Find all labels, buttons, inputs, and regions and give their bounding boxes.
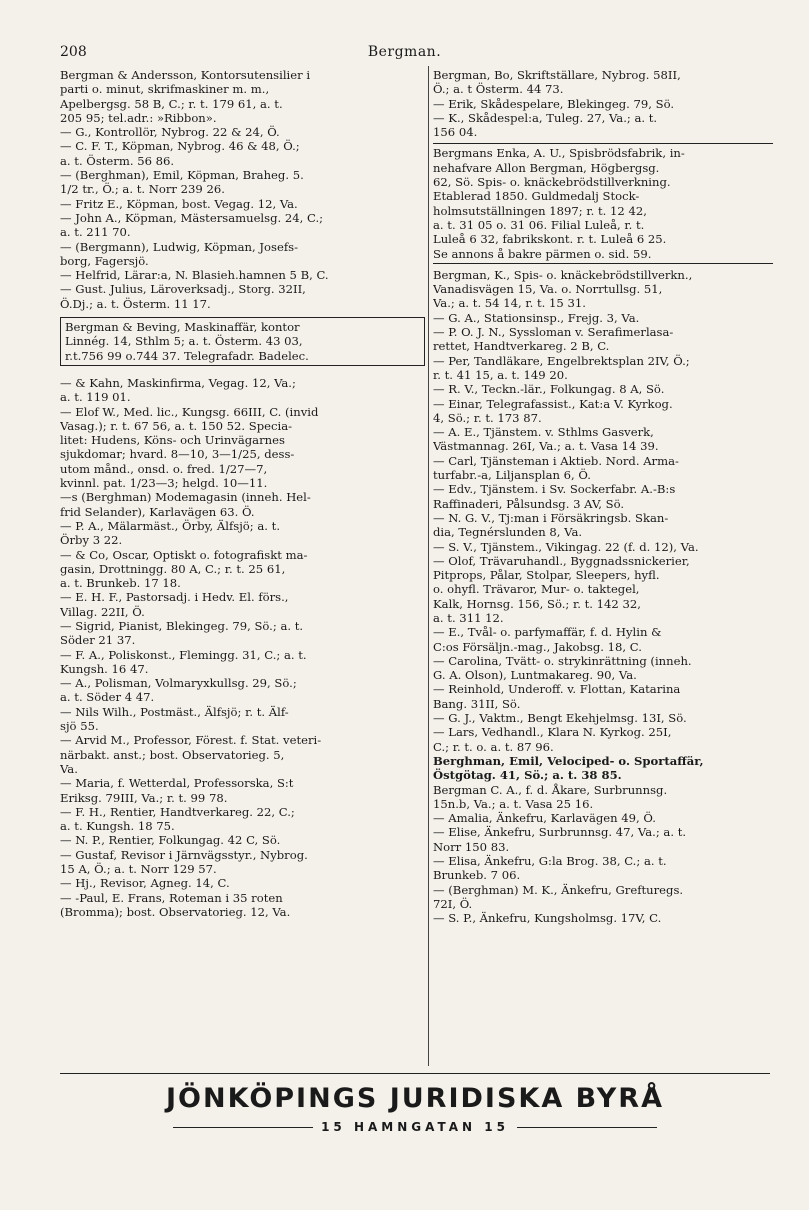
directory-entry-line: — Arvid M., Professor, Förest. f. Stat. veteri- <box>60 733 322 748</box>
directory-entry-line: Vasag.); r. t. 67 56, a. t. 150 52. Specia- <box>60 418 293 433</box>
right-entries-group-1 <box>433 68 773 139</box>
directory-entry-line: Ö.Dj.; a. t. Österm. 11 17. <box>60 296 211 311</box>
right-entries-group-2 <box>433 268 773 754</box>
directory-entry-line: — Einar, Telegrafassist., Kat:a V. Kyrkog. <box>433 396 673 411</box>
directory-entry-line: — Elof W., Med. lic., Kungsg. 66III, C. (invid <box>60 404 319 419</box>
directory-entry-line: o. ohyfl. Trävaror, Mur- o. taktegel, <box>433 582 640 597</box>
directory-entry-line: — -Paul, E. Frans, Roteman i 35 roten <box>60 890 283 905</box>
directory-entry-line: — John A., Köpman, Mästersamuelsg. 24, C.; <box>60 210 324 225</box>
directory-entry-line: — K., Skådespel:a, Tuleg. 27, Va.; a. t. <box>433 110 658 125</box>
directory-entry-line: rettet, Handtverkareg. 2 B, C. <box>433 339 610 354</box>
directory-entry-line: — Gust. Julius, Läroverksadj., Storg. 32II, <box>60 282 306 297</box>
directory-entry-line: Söder 21 37. <box>60 633 136 648</box>
directory-entry-line: Bergman, Bo, Skriftställare, Nybrog. 58II, <box>433 68 681 82</box>
directory-entry-line: a. t. 119 01. <box>60 390 131 405</box>
directory-entry-line: — G. J., Vaktm., Bengt Ekehjelmsg. 13I, Sö. <box>433 711 687 726</box>
directory-entry-line: Pitprops, Pålar, Stolpar, Sleepers, hyfl. <box>433 568 660 583</box>
directory-entry-line: a. t. Brunkeb. 17 18. <box>60 576 181 591</box>
advert-line: nehafvare Allon Bergman, Högbergsg. <box>433 160 660 175</box>
directory-entry-line: Norr 150 83. <box>433 839 510 854</box>
footer-title: JÖNKÖPINGS JURIDISKA BYRÅ <box>166 1083 664 1114</box>
directory-entry-line: kvinnl. pat. 1/23—3; helgd. 10—11. <box>60 476 268 491</box>
directory-entry-line: — Carl, Tjänsteman i Aktieb. Nord. Arma- <box>433 453 679 468</box>
directory-entry-line: r. t. 41 15, a. t. 149 20. <box>433 367 568 382</box>
directory-entry-line: — C. F. T., Köpman, Nybrog. 46 & 48, Ö.; <box>60 139 300 154</box>
directory-entry-line: dia, Tegnérslunden 8, Va. <box>433 525 583 540</box>
directory-entry-line: Kungsh. 16 47. <box>60 661 149 676</box>
directory-entry-line: — A., Polisman, Volmaryxkullsg. 29, Sö.; <box>60 676 297 691</box>
advert-line: Bergman & Beving, Maskinaffär, kontor <box>65 320 300 335</box>
page-header <box>60 44 749 64</box>
directory-entry-line: — Erik, Skådespelare, Blekingeg. 79, Sö. <box>433 96 675 111</box>
directory-entry-line: C.; r. t. o. a. t. 87 96. <box>433 739 554 754</box>
advert-line: Luleå 6 32, fabrikskont. r. t. Luleå 6 25. <box>433 232 667 247</box>
directory-entry-line: — Olof, Trävaruhandl., Byggnadssnickerier, <box>433 553 690 568</box>
directory-entry-line: — (Berghman) M. K., Änkefru, Grefturegs. <box>433 882 684 897</box>
right-bold-entry <box>433 754 773 783</box>
directory-entry-line: — & Co, Oscar, Optiskt o. fotografiskt ma- <box>60 547 308 562</box>
directory-entry-line: — Sigrid, Pianist, Blekingeg. 79, Sö.; a. t. <box>60 618 304 633</box>
advert-line: r.t.756 99 o.744 37. Telegrafadr. Badelec. <box>65 348 309 363</box>
directory-entry-line: Eriksg. 79III, Va.; r. t. 99 78. <box>60 790 228 805</box>
directory-entry-line: — S. P., Änkefru, Kungsholmsg. 17V, C. <box>433 911 662 926</box>
left-boxed-advert <box>60 317 425 366</box>
directory-entry-line: —s (Berghman) Modemagasin (inneh. Hel- <box>60 490 311 505</box>
directory-entry-line: — (Berghman), Emil, Köpman, Braheg. 5. <box>60 168 304 183</box>
advert-line: a. t. 31 05 o. 31 06. Filial Luleå, r. t. <box>433 217 645 232</box>
directory-entry-line: sjö 55. <box>60 719 99 734</box>
directory-entry-line: G. A. Olson), Luntmakareg. 90, Va. <box>433 668 637 683</box>
bottom-rule <box>60 1073 770 1074</box>
directory-entry-line: Bergman, K., Spis- o. knäckebrödstillverkn., <box>433 267 693 282</box>
directory-entry-line: — Maria, f. Wetterdal, Professorska, S:t <box>60 776 294 791</box>
directory-entry-line: a. t. 211 70. <box>60 225 131 240</box>
directory-entry-line: parti o. minut, skrifmaskiner m. m., <box>60 82 270 97</box>
directory-entry-line: — N. G. V., Tj:man i Försäkringsb. Skan- <box>433 510 669 525</box>
directory-entry-line: 15 A, Ö.; a. t. Norr 129 57. <box>60 862 217 877</box>
advert-line: holmsutställningen 1897; r. t. 12 42, <box>433 203 647 218</box>
directory-entry-line: — S. V., Tjänstem., Vikingag. 22 (f. d. 12), Va. <box>433 539 699 554</box>
directory-entry-line: gasin, Drottningg. 80 A, C.; r. t. 25 61, <box>60 561 286 576</box>
directory-entry-line: — Elise, Änkefru, Surbrunnsg. 47, Va.; a. t. <box>433 825 687 840</box>
directory-entry-line: Ö.; a. t Österm. 44 73. <box>433 82 564 97</box>
advert-line: 62, Sö. Spis- o. knäckebrödstillverkning. <box>433 175 671 190</box>
footer-dash-right <box>517 1127 657 1128</box>
bold-entry-line: Östgötag. 41, Sö.; a. t. 38 85. <box>433 768 622 783</box>
directory-entry-line: — Edv., Tjänstem. i Sv. Sockerfabr. A.-B:s <box>433 482 676 497</box>
directory-entry-line: Vanadisvägen 15, Va. o. Norrtullsg. 51, <box>433 282 663 297</box>
directory-entry-line: — G., Kontrollör, Nybrog. 22 & 24, Ö. <box>60 125 280 140</box>
directory-entry-line: — P. A., Mälarmäst., Örby, Älfsjö; a. t. <box>60 518 281 533</box>
directory-entry-line: — Lars, Vedhandl., Klara N. Kyrkog. 25I, <box>433 725 672 740</box>
directory-entry-line: Va.; a. t. 54 14, r. t. 15 31. <box>433 296 586 311</box>
directory-entry-line: 156 04. <box>433 125 478 140</box>
directory-entry-line: — P. O. J. N., Syssloman v. Serafimerlasa- <box>433 325 674 340</box>
directory-entry-line: Villag. 22II, Ö. <box>60 604 145 619</box>
left-column <box>60 68 425 919</box>
directory-entry-line: Örby 3 22. <box>60 533 123 548</box>
directory-entry-line: — Helfrid, Lärar:a, N. Blasieh.hamnen 5 B, C. <box>60 268 329 283</box>
directory-entry-line: 4, Sö.; r. t. 173 87. <box>433 410 542 425</box>
directory-entry-line: turfabr.-a, Liljansplan 6, Ö. <box>433 468 591 483</box>
column-divider <box>428 66 429 1066</box>
directory-entry-line: a. t. Kungsh. 18 75. <box>60 819 175 834</box>
right-boxed-advert <box>433 143 773 263</box>
directory-entry-line: a. t. Söder 4 47. <box>60 690 155 705</box>
directory-entry-line: — Carolina, Tvätt- o. strykinrättning (inneh. <box>433 653 692 668</box>
advert-line: Bergmans Enka, A. U., Spisbrödsfabrik, in- <box>433 146 685 161</box>
directory-entry-line: a. t. Österm. 56 86. <box>60 153 175 168</box>
footer-address: 15 HAMNGATAN 15 <box>321 1120 509 1134</box>
footer-dash-left <box>173 1127 313 1128</box>
footer-address-line <box>60 1120 770 1134</box>
directory-entry-line: borg, Fagersjö. <box>60 253 149 268</box>
directory-entry-line: — Per, Tandläkare, Engelbrektsplan 2IV, Ö.; <box>433 353 690 368</box>
directory-entry-line: litet: Hudens, Köns- och Urinvägarnes <box>60 433 285 448</box>
directory-entry-line: — F. A., Poliskonst., Flemingg. 31, C.; a. t. <box>60 647 307 662</box>
directory-entry-line: 15n.b, Va.; a. t. Vasa 25 16. <box>433 796 594 811</box>
directory-entry-line: — R. V., Teckn.-lär., Folkungag. 8 A, Sö. <box>433 382 665 397</box>
directory-entry-line: — Nils Wilh., Postmäst., Älfsjö; r. t. Älf- <box>60 704 289 719</box>
directory-entry-line: — E. H. F., Pastorsadj. i Hedv. El. förs., <box>60 590 289 605</box>
left-entries-group-2 <box>60 376 425 919</box>
directory-entry-line: — (Bergmann), Ludwig, Köpman, Josefs- <box>60 239 298 254</box>
directory-entry-line: — Hj., Revisor, Agneg. 14, C. <box>60 876 230 891</box>
directory-entry-line: — N. P., Rentier, Folkungag. 42 C, Sö. <box>60 833 281 848</box>
directory-entry-line: C:os Försäljn.-mag., Jakobsg. 18, C. <box>433 639 642 654</box>
left-entries-group-1 <box>60 68 425 311</box>
right-entries-group-3 <box>433 783 773 926</box>
directory-entry-line: utom månd., onsd. o. fred. 1/27—7, <box>60 461 268 476</box>
directory-entry-line: a. t. 311 12. <box>433 610 504 625</box>
directory-entry-line: — A. E., Tjänstem. v. Sthlms Gasverk, <box>433 425 654 440</box>
right-column <box>433 68 773 926</box>
directory-entry-line: — Fritz E., Köpman, bost. Vegag. 12, Va. <box>60 196 298 211</box>
directory-entry-line: 72I, Ö. <box>433 896 473 911</box>
running-head: Bergman. <box>367 44 442 60</box>
directory-entry-line: — F. H., Rentier, Handtverkareg. 22, C.; <box>60 804 295 819</box>
directory-entry-line: Bergman & Andersson, Kontorsutensilier i <box>60 68 311 82</box>
advert-line: Se annons å bakre pärmen o. sid. 59. <box>433 246 652 261</box>
directory-entry-line: sjukdomar; hvard. 8—10, 3—1/25, dess- <box>60 447 295 462</box>
directory-entry-line: — Elisa, Änkefru, G:la Brog. 38, C.; a. t. <box>433 854 667 869</box>
directory-entry-line: — E., Tvål- o. parfymaffär, f. d. Hylin & <box>433 625 662 640</box>
directory-entry-line: — & Kahn, Maskinfirma, Vegag. 12, Va.; <box>60 375 296 390</box>
bold-entry-line: Berghman, Emil, Velociped- o. Sportaffär, <box>433 753 704 768</box>
directory-entry-line: Brunkeb. 7 06. <box>433 868 521 883</box>
directory-entry-line: — Gustaf, Revisor i Järnvägsstyr., Nybrog. <box>60 847 308 862</box>
directory-entry-line: Raffinaderi, Pålsundsg. 3 AV, Sö. <box>433 496 625 511</box>
advert-line: Linnég. 14, Sthlm 5; a. t. Österm. 43 03, <box>65 334 303 349</box>
directory-entry-line: 205 95; tel.adr.: »Ribbon». <box>60 110 217 125</box>
directory-entry-line: Bang. 31II, Sö. <box>433 696 521 711</box>
advert-line: Etablerad 1850. Guldmedalj Stock- <box>433 189 640 204</box>
directory-entry-line: Bergman C. A., f. d. Åkare, Surbrunnsg. <box>433 782 668 797</box>
directory-entry-line: Apelbergsg. 58 B, C.; r. t. 179 61, a. t. <box>60 96 283 111</box>
page-number: 208 <box>60 44 87 60</box>
directory-entry-line: närbakt. anst.; bost. Observatorieg. 5, <box>60 747 285 762</box>
directory-entry-line: Västmannag. 26I, Va.; a. t. Vasa 14 39. <box>433 439 659 454</box>
directory-entry-line: — G. A., Stationsinsp., Frejg. 3, Va. <box>433 310 640 325</box>
directory-entry-line: frid Selander), Karlavägen 63. Ö. <box>60 504 255 519</box>
directory-entry-line: — Reinhold, Underoff. v. Flottan, Katarina <box>433 682 681 697</box>
directory-entry-line: Kalk, Hornsg. 156, Sö.; r. t. 142 32, <box>433 596 641 611</box>
directory-entry-line: — Amalia, Änkefru, Karlavägen 49, Ö. <box>433 811 656 826</box>
directory-entry-line: Va. <box>60 761 78 776</box>
directory-entry-line: 1/2 tr., Ö.; a. t. Norr 239 26. <box>60 182 225 197</box>
directory-entry-line: (Bromma); bost. Observatorieg. 12, Va. <box>60 904 291 919</box>
